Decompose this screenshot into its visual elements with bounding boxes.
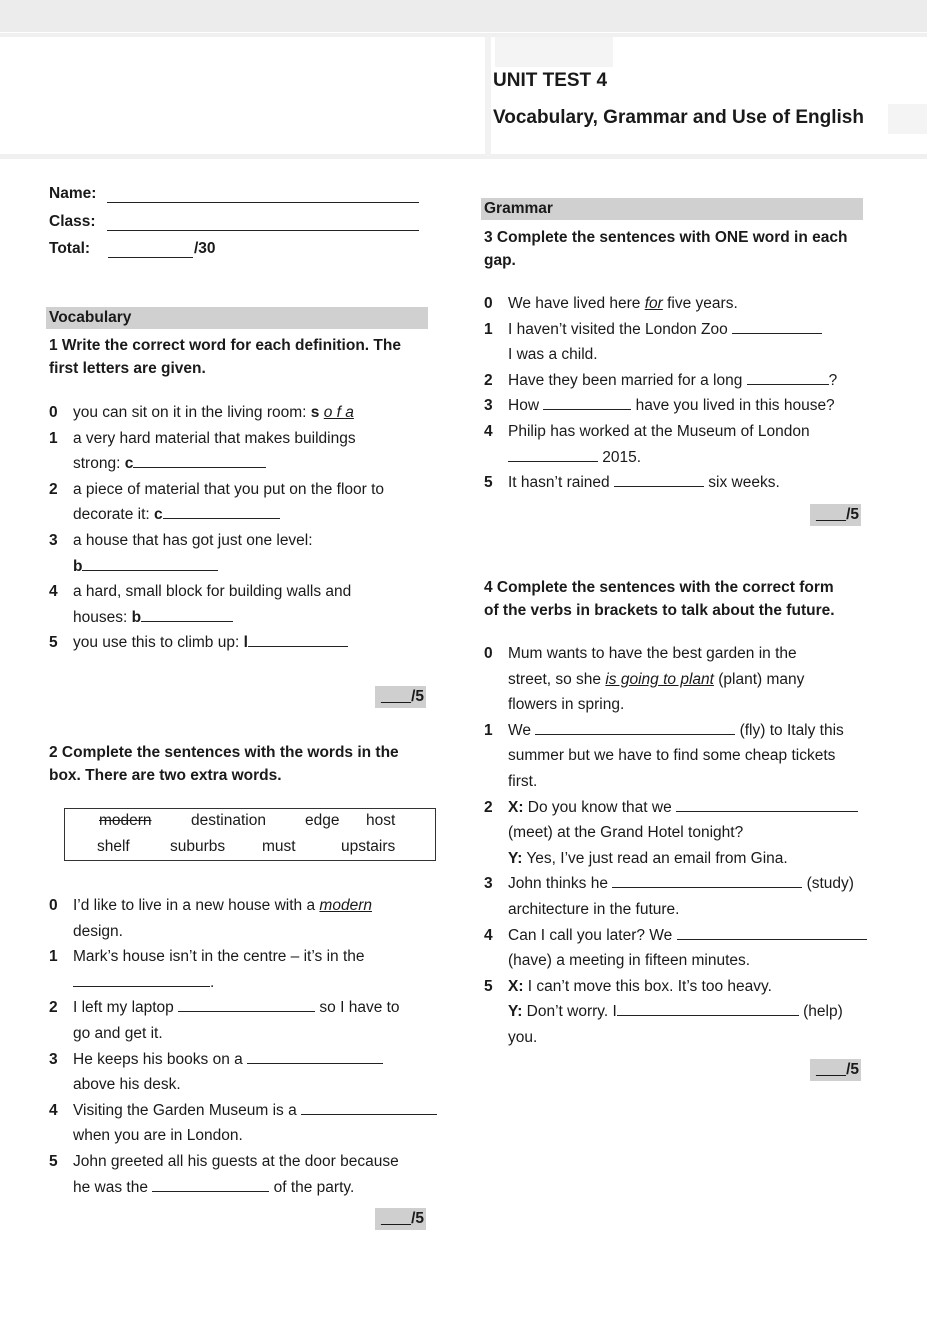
list-item: 5 It hasn’t rained six weeks. [484,474,780,492]
answer-blank[interactable] [152,1177,269,1192]
top-band [0,0,927,32]
ex1-score: /5 [375,686,426,708]
list-item: (have) a meeting in fifteen minutes. [508,952,751,970]
list-item: architecture in the future. [508,900,680,918]
answer-blank[interactable] [508,447,598,462]
box-word: edge [305,812,340,829]
answer-blank[interactable] [82,556,218,571]
list-item: 0 I’d like to live in a new house with a modern [49,897,372,914]
list-item: . [49,970,469,996]
name-label: Name: [49,185,97,202]
box-word: upstairs [341,838,396,855]
ex4-instruction: 4 Complete the sentences with the correct form of the verbs in brackets to talk about the future. [484,579,835,619]
answer-blank[interactable] [676,797,858,812]
list-item: 4 a hard, small block for building walls and [49,583,352,601]
unit-title: UNIT TEST 4 [493,70,608,91]
box-word: suburbs [170,838,226,855]
list-item: street, so she is going to plant (plant) many [508,670,805,688]
list-item: houses: b [49,605,449,631]
list-item: 1 We (fly) to Italy this [484,721,844,739]
list-item: go and get it. [73,1024,163,1042]
header-box [495,37,613,67]
box-word: host [366,812,396,829]
answer-blank[interactable] [614,472,704,487]
list-item: when you are in London. [73,1127,243,1145]
list-item: 3 a house that has got just one level: [49,531,313,549]
list-item: b [49,554,449,580]
box-word: shelf [97,838,130,855]
ex1-list [49,400,449,656]
list-item: you. [508,1028,538,1046]
header-separator [485,37,491,156]
answer-blank[interactable] [612,873,802,888]
list-item: 2 Have they been married for a long ? [484,371,838,389]
list-item: 2 X: Do you know that we [484,795,904,821]
list-item: 1 Mark’s house isn’t in the centre – it’s in the [49,948,365,966]
answer-blank[interactable] [677,925,867,940]
list-item: first. [508,772,538,790]
header-rule-bottom [0,154,927,159]
header-shade [888,104,927,134]
answer-blank[interactable] [732,319,822,334]
box-word: must [262,838,296,855]
ex3-list [484,291,884,496]
list-item: he was the of the party. [73,1178,355,1196]
answer-blank[interactable] [141,607,233,622]
ex2-instruction: 2 Complete the sentences with the words in the box. There are two extra words. [49,744,399,784]
list-item: 4 Philip has worked at the Museum of London [484,422,810,440]
answer-blank[interactable] [133,453,266,468]
answer-blank[interactable] [301,1100,437,1115]
total-label: Total: [49,240,91,257]
class-field[interactable] [107,218,419,231]
list-item: 1 a very hard material that makes buildings [49,429,356,447]
name-field[interactable] [107,190,419,203]
class-label: Class: [49,213,96,230]
list-item: 4 Can I call you later? We [484,923,904,949]
list-item: 2015. [484,445,884,471]
answer-blank[interactable] [617,1001,799,1016]
box-word: destination [191,812,266,829]
list-item: (meet) at the Grand Hotel tonight? [508,824,744,842]
list-item: strong: c [49,451,449,477]
list-item: 3 John thinks he (study) [484,875,854,893]
list-item: 3 He keeps his books on a [49,1047,469,1073]
list-item: 1 I haven’t visited the London Zoo [484,317,884,343]
ex1-instruction: 1 Write the correct word for each definition. The first letters are given. [49,337,401,377]
ex4-score: /5 [810,1059,861,1081]
list-item: 5 John greeted all his guests at the door because [49,1152,399,1170]
list-item: Y: Yes, I’ve just read an email from Gina. [508,849,788,867]
answer-blank[interactable] [73,972,210,987]
list-item: above his desk. [73,1076,181,1094]
list-item: 2 a piece of material that you put on the floor to [49,480,385,498]
list-item: 4 Visiting the Garden Museum is a [49,1098,469,1124]
list-item: decorate it: c [49,502,449,528]
list-item: Y: Don’t worry. I (help) [508,1003,843,1021]
answer-blank[interactable] [248,632,348,647]
ex2-list [49,893,469,1200]
total-field[interactable] [108,245,193,258]
list-item: 0 you can sit on it in the living room: s o f a [49,404,354,421]
answer-blank[interactable] [543,395,631,410]
ex2-score: /5 [375,1208,426,1230]
box-word: modern [99,812,152,829]
answer-blank[interactable] [747,370,829,385]
vocabulary-header: Vocabulary [46,307,428,329]
list-item: design. [73,922,123,940]
answer-blank[interactable] [163,504,280,519]
list-item: 5 X: I can’t move this box. It’s too heavy. [484,977,772,995]
list-item: flowers in spring. [508,696,625,714]
answer-blank[interactable] [178,997,315,1012]
ex4-list [484,641,904,1051]
ex3-instruction: 3 Complete the sentences with ONE word in each gap. [484,229,848,269]
grammar-header: Grammar [481,198,863,220]
list-item: 2 I left my laptop so I have to [49,999,400,1017]
header-rule-top [0,33,927,37]
ex3-score: /5 [810,504,861,526]
list-item: I was a child. [508,346,598,364]
word-box [64,808,436,861]
answer-blank[interactable] [535,720,735,735]
list-item: summer but we have to find some cheap tickets [508,747,836,765]
total-max: /30 [194,240,216,257]
list-item: 3 How have you lived in this house? [484,397,835,415]
list-item: 0 We have lived here for five years. [484,295,738,312]
answer-blank[interactable] [247,1049,383,1064]
list-item: 0 Mum wants to have the best garden in the [484,645,797,662]
unit-subtitle: Vocabulary, Grammar and Use of English [493,107,864,128]
list-item: 5 you use this to climb up: l [49,630,449,656]
